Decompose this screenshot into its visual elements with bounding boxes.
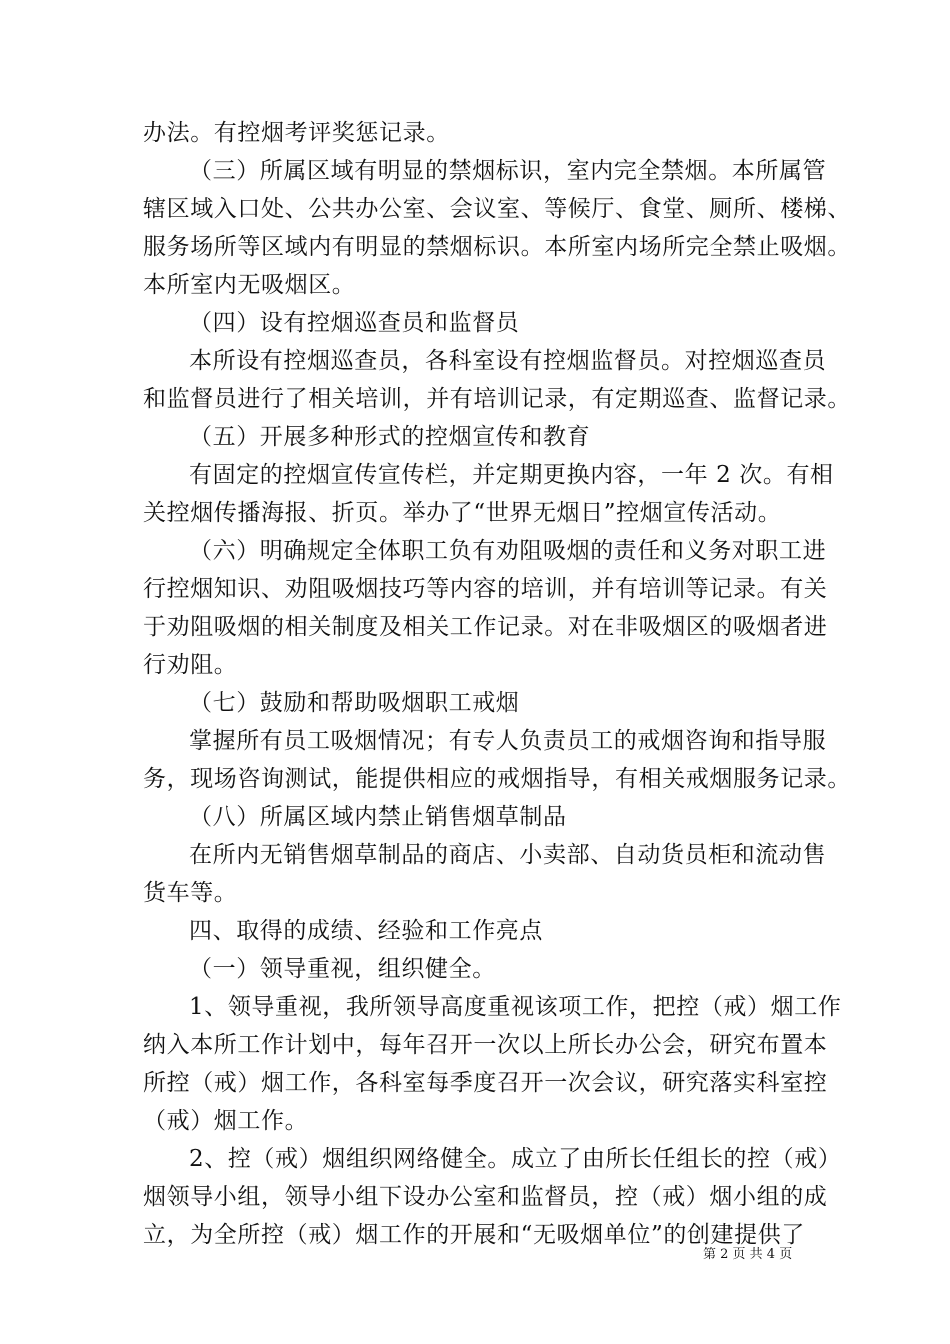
- body-text-line: 本所室内无吸烟区。: [143, 272, 356, 298]
- chapter-heading: 四、取得的成绩、经验和工作亮点: [189, 918, 543, 944]
- section-heading: （六）明确规定全体职工负有劝阻吸烟的责任和义务对职工进: [189, 538, 827, 564]
- body-text-line: 关控烟传播海报、折页。举办了“世界无烟日”控烟宣传活动。: [143, 500, 782, 526]
- section-heading: （一）领导重视，组织健全。: [189, 956, 496, 982]
- body-text-line: 在所内无销售烟草制品的商店、小卖部、自动货员柜和流动售: [189, 842, 827, 868]
- body-text-line: 有固定的控烟宣传宣传栏，并定期更换内容，一年 2 次。有相: [189, 462, 834, 488]
- body-text-line: 行控烟知识、劝阻吸烟技巧等内容的培训，并有培训等记录。有关: [143, 576, 828, 602]
- body-text-line: 办法。有控烟考评奖惩记录。: [143, 120, 450, 146]
- body-text-line: 服务场所等区域内有明显的禁烟标识。本所室内场所完全禁止吸烟。: [143, 234, 851, 260]
- body-text-line: 货车等。: [143, 880, 238, 906]
- body-text-line: 务，现场咨询测试，能提供相应的戒烟指导，有相关戒烟服务记录。: [143, 766, 851, 792]
- body-text-line: 烟领导小组，领导小组下设办公室和监督员，控（戒）烟小组的成: [143, 1184, 828, 1210]
- section-heading: （三）所属区域有明显的禁烟标识，室内完全禁烟。本所属管: [189, 158, 827, 184]
- body-text-line: 于劝阻吸烟的相关制度及相关工作记录。对在非吸烟区的吸烟者进: [143, 614, 828, 640]
- body-text-line: 纳入本所工作计划中，每年召开一次以上所长办公会，研究布置本: [143, 1032, 828, 1058]
- body-text-line: 2、控（戒）烟组织网络健全。成立了由所长任组长的控（戒）: [189, 1146, 842, 1172]
- body-text-line: 行劝阻。: [143, 652, 238, 678]
- section-heading: （七）鼓励和帮助吸烟职工戒烟: [189, 690, 520, 716]
- page-number-footer: 第 2 页 共 4 页: [703, 1247, 793, 1262]
- section-heading: （四）设有控烟巡查员和监督员: [189, 310, 520, 336]
- body-text-line: 和监督员进行了相关培训，并有培训记录，有定期巡查、监督记录。: [143, 386, 851, 412]
- section-heading: （五）开展多种形式的控烟宣传和教育: [189, 424, 591, 450]
- body-text-line: 辖区域入口处、公共办公室、会议室、等候厅、食堂、厕所、楼梯、: [143, 196, 851, 222]
- body-text-line: 掌握所有员工吸烟情况；有专人负责员工的戒烟咨询和指导服: [189, 728, 827, 754]
- body-text-line: 所控（戒）烟工作，各科室每季度召开一次会议，研究落实科室控: [143, 1070, 828, 1096]
- section-heading: （八）所属区域内禁止销售烟草制品: [189, 804, 567, 830]
- body-text-line: （戒）烟工作。: [143, 1108, 309, 1134]
- body-text-line: 本所设有控烟巡查员，各科室设有控烟监督员。对控烟巡查员: [189, 348, 827, 374]
- body-text-line: 立，为全所控（戒）烟工作的开展和“无吸烟单位”的创建提供了: [143, 1222, 805, 1248]
- body-text-line: 1、领导重视，我所领导高度重视该项工作，把控（戒）烟工作: [189, 994, 842, 1020]
